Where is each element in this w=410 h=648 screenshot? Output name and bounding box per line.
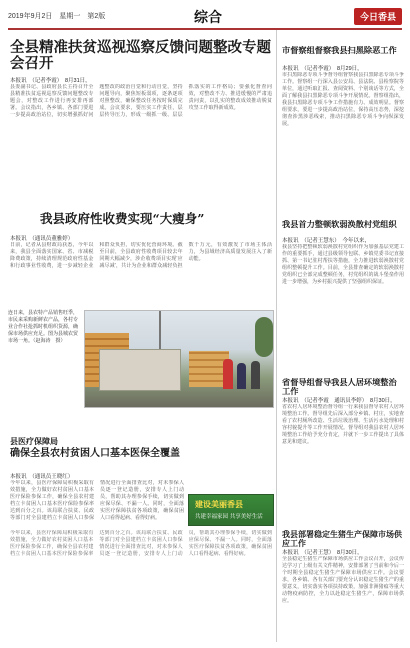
right1-byline: 本报讯 （记者李霞） 8月29日， xyxy=(282,66,363,72)
article3-kicker: 县医疗保障局 xyxy=(10,436,58,446)
right4-headline: 我县部署稳定生猪生产保障市场供应工作 xyxy=(282,529,402,548)
photo-caption: 连日来，县农特产品销售旺季，市民来采购新鲜农产品，各村专业合作社抢抓时机组织货源，确保市场供应充足。图为县城农贸市场一角。（赵海涛 摄） xyxy=(8,310,79,344)
lead-body: 县委副书记、县政府县长主持召开全县精准扶贫巡视巡察反馈问题整改专题会，对整改工作进行再安排再部署。会议指出，各乡镇、各部门要进一步提高政治站位，切实增强抓好问题整改的政治自觉和行动自觉，坚持问题导向，聚焦短板弱项，逐条逐项对照整改，确保整改任务按时保质完成。会议要求，要压实工作责任，层层传导压力，形成一级抓一级、层层抓落实的工作格局；要强化督查问效，对整改不力、推进缓慢的严肃追责问责，以扎实的整改成效推动脱贫攻坚工作取得新成效。 xyxy=(10,84,272,118)
right4-byline: 本报讯 （记者王慧） 8月30日， xyxy=(282,550,363,556)
article2-body: 日前，记者从县财政局获悉，今年以来，我县全面落实国家、省、市减税降费政策，持续清理规范政府性基金和行政事业性收费，进一步减轻企业和群众负担，切实优化营商环境。截至目前，全县政府性收费项目较去年同期大幅减少，涉企收费项目实现‘应减尽减’，共计为企业和群众减轻负担数千万元，有效激发了市场主体活力，为县域经济高质量发展注入了新动能。 xyxy=(10,242,272,269)
slogan-banner xyxy=(188,494,274,526)
right3-headline: 省督导组督导我县人居环境整治工作 xyxy=(282,377,397,397)
article3-body-cont-text: 今年以来，县医疗保障局积极采取有效措施，全力做好农村贫困人口基本医疗保险参保工作，确保全县农村建档立卡贫困人口基本医疗保险参保率达到百分之百。该局联合扶贫、民政等部门对全县建档立卡贫困人口参保情况进行全面排查比对，对未参保人员逐一登记造册，安排专人上门动员，帮助其办理参保手续，切实做到应保尽保、不漏一人。同时，全面落实医疗保障扶贫各项政策，确保贫困人口看得起病、看得好病。 xyxy=(10,530,272,557)
right1-headline: 市督察组督察我县扫黑除恶工作 xyxy=(282,45,397,55)
right1-body: 市扫黑除恶专项斗争督导组督察我县扫黑除恶专项斗争工作。督察组一行深入县公安局、县法院、县检察院等单位，通过听取汇报、查阅资料、个别谈话等方式，全面了解我县扫黑除恶专项斗争开展情况。督察组指出，我县扫黑除恶专项斗争工作措施有力、成效明显。督察组要求，要进一步提高政治站位，保持高压态势，深挖彻查涉黑涉恶线索，推动扫黑除恶专项斗争向纵深发展。 xyxy=(282,72,404,127)
banner-title: 建设美丽香县 xyxy=(195,499,243,509)
right3-byline: 本报讯 （记者李霞 通讯员李婷） 8月30日， xyxy=(282,398,396,404)
article3-headline: 确保全县农村贫困人口基本医保全覆盖 xyxy=(10,448,180,459)
right2-body: 我县坚持把整顿软弱涣散村党组织作为加强基层党建工作的重要抓手，通过县级领导包联、乡镇党委书记直接抓、第一书记驻村帮扶等措施，全力推进软弱涣散村党组织整顿提升工作。目前，全县排查确定的软弱涣散村党组织已全部完成整顿任务，村党组织的战斗堡垒作用进一步增强，为乡村振兴提供了坚强组织保证。 xyxy=(282,244,404,285)
article3-byline: 本报讯 （通讯员王晓红） xyxy=(10,474,74,480)
section-title: 综合 xyxy=(194,10,222,26)
right2-byline: 本报讯 （记者王慧东） 今年以来， xyxy=(282,238,371,244)
article2-headline: 我县政府性收费实现“大瘦身” xyxy=(40,211,205,226)
masthead xyxy=(8,6,402,30)
news-photo xyxy=(84,310,274,408)
right4-body: 全县稳定生猪生产保障市场供应工作会议召开，会议传达学习了上级有关文件精神，安排部署了当前和今后一个时期全县稳定生猪生产保障市场供应工作。会议要求，各乡镇、各有关部门要充分认识稳定生猪生产的重要意义，切实落实各项扶持政策，加强非洲猪瘟等重大动物疫病防控，全力以赴稳定生猪生产，保障市场供应。 xyxy=(282,556,404,604)
article3-body-continued xyxy=(10,530,272,642)
banner-subtitle: 共建幸福家园 共享美好生活 xyxy=(195,514,263,520)
article2-byline: 本报讯 （通讯员董雅婷） xyxy=(10,236,74,242)
right2-headline: 我县首力整顿软弱涣散村党组织 xyxy=(282,219,397,229)
issue-date: 2019年9月2日 星期一 第2版 xyxy=(8,13,106,20)
right3-body: 省农村人居环境整治督导组一行来我县督导农村人居环境整治工作。督导组先后深入部分乡镇、村庄，实地查看了农村厕所改造、生活垃圾治理、生活污水处理和村容村貌提升等工作开展情况。督导组对我县农村人居环境整治工作给予充分肯定，并就下一步工作提出了具体意见和建议。 xyxy=(282,404,404,445)
newspaper-logo: 今日香县 xyxy=(354,8,402,25)
article3-body: 今年以来，县医疗保障局积极采取有效措施，全力做好农村贫困人口基本医疗保险参保工作，确保全县农村建档立卡贫困人口基本医疗保险参保率达到百分之百。该局联合扶贫、民政等部门对全县建档立卡贫困人口参保情况进行全面排查比对，对未参保人员逐一登记造册，安排专人上门动员，帮助其办理参保手续，切实做到应保尽保、不漏一人。同时，全面落实医疗保障扶贫各项政策，确保贫困人口看得起病、看得好病。 xyxy=(10,480,184,521)
lead-headline: 全县精准扶贫巡视巡察反馈问题整改专题会召开 xyxy=(10,39,271,72)
column-divider xyxy=(276,30,277,642)
lead-byline: 本报讯 （记者李霞） 8月31日， xyxy=(10,78,91,84)
